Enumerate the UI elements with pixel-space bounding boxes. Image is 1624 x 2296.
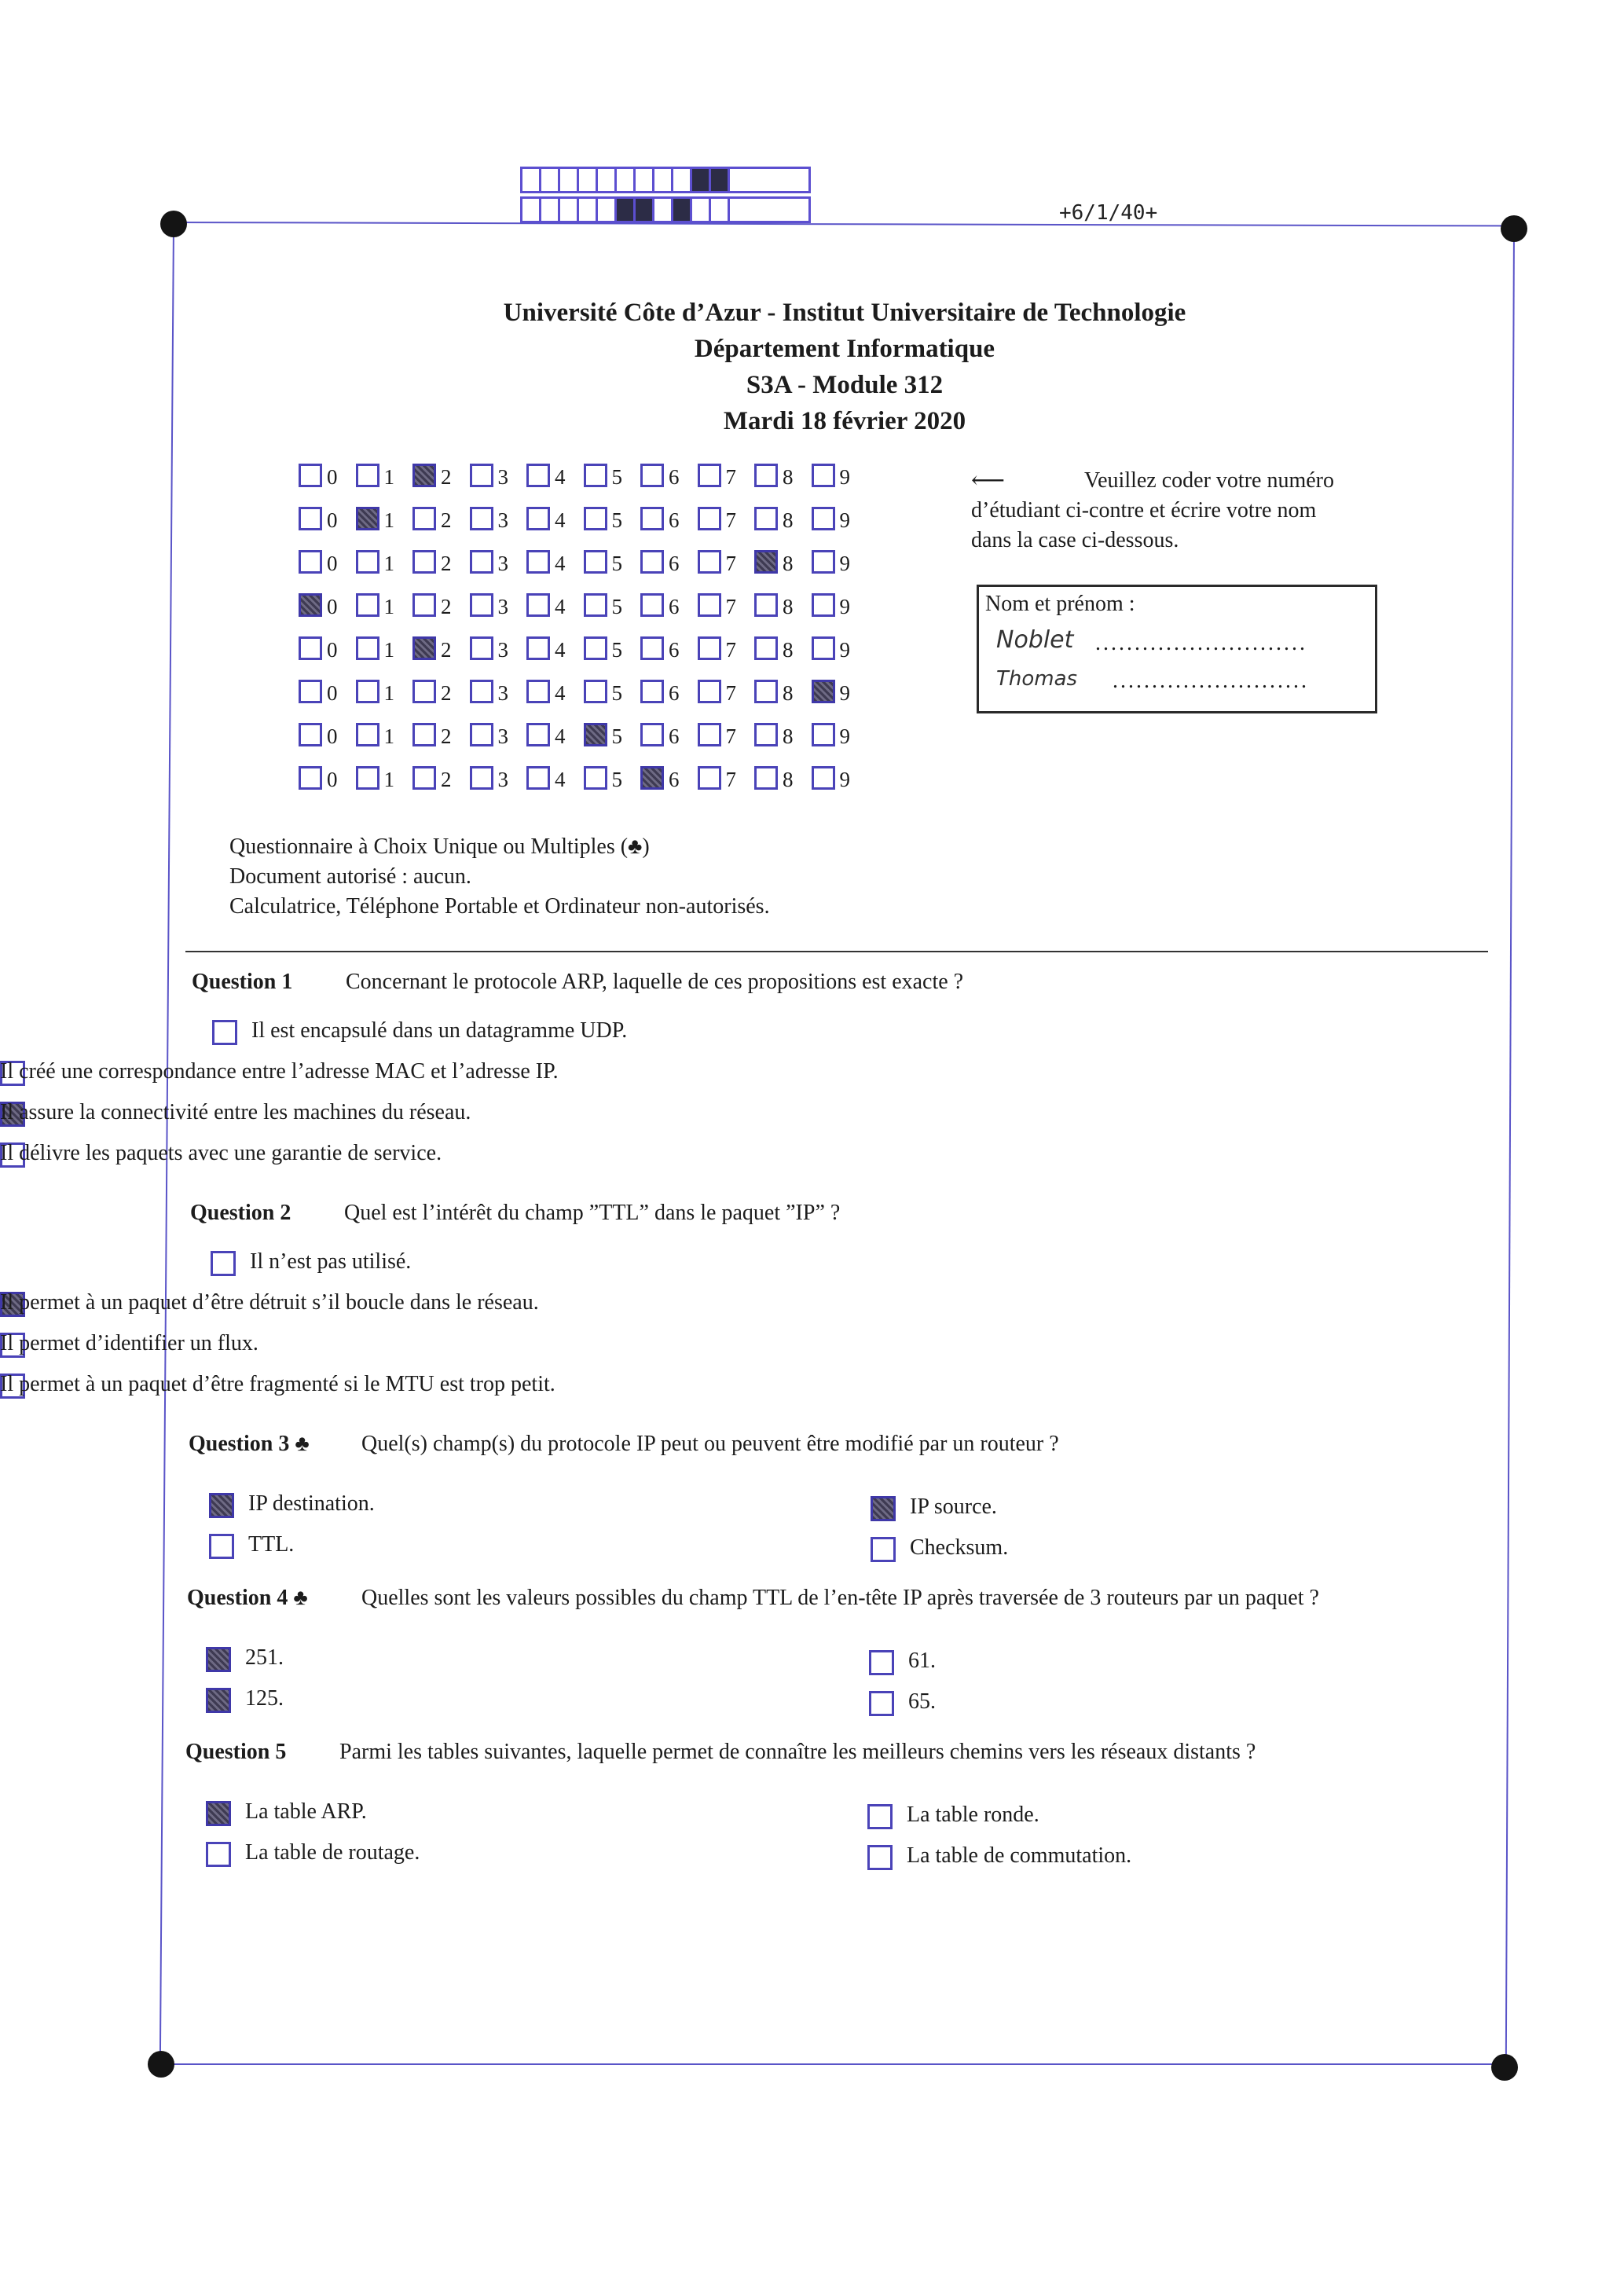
- question-3-option-1-text: IP destination.: [248, 1491, 375, 1516]
- id-digit-label: 1: [383, 508, 394, 532]
- id-digit-label: 9: [839, 595, 850, 618]
- code-bit: [654, 169, 673, 191]
- id-digit-label: 3: [497, 552, 508, 575]
- dotted-line-2: .........................: [1113, 669, 1309, 693]
- id-digit-label: 8: [783, 638, 794, 662]
- id-digit-checkbox[interactable]: [526, 636, 550, 660]
- question-3-option-3-text: IP source.: [910, 1495, 997, 1519]
- id-digit-label: 2: [441, 681, 452, 705]
- id-digit-label: 0: [327, 465, 338, 489]
- id-digit-label: 1: [383, 724, 394, 748]
- id-digit-checkbox[interactable]: [640, 723, 664, 746]
- question-2-label: Question 2: [190, 1201, 291, 1225]
- question-5-option-2-text: La table de routage.: [245, 1840, 420, 1865]
- corner-mark-top-left: [160, 211, 187, 237]
- id-digit-checkbox[interactable]: [698, 507, 721, 530]
- frame-right-line: [1505, 228, 1515, 2063]
- frame-bottom-line: [161, 2063, 1505, 2065]
- id-digit-label: 4: [555, 595, 566, 618]
- id-digit-label: 9: [839, 465, 850, 489]
- id-digit-label: 6: [669, 768, 680, 791]
- question-3-option-2-text: TTL.: [248, 1532, 295, 1557]
- id-digit-checkbox[interactable]: [356, 680, 379, 703]
- id-digit-label: 4: [555, 681, 566, 705]
- question-2-text: Quel est l’intérêt du champ ”TTL” dans le paquet ”IP” ?: [344, 1201, 841, 1225]
- id-digit-checkbox[interactable]: [412, 507, 436, 530]
- id-digit-label: 2: [441, 638, 452, 662]
- id-digit-checkbox[interactable]: [470, 723, 493, 746]
- id-digit-label: 2: [441, 465, 452, 489]
- id-digit-label: 7: [725, 552, 736, 575]
- id-digit-label: 6: [669, 508, 680, 532]
- id-digit-label: 5: [611, 681, 622, 705]
- id-digit-label: 9: [839, 638, 850, 662]
- code-bit: [579, 199, 598, 221]
- id-digit-checkbox[interactable]: [470, 550, 493, 574]
- code-bit: [598, 169, 617, 191]
- id-digit-checkbox[interactable]: [812, 636, 835, 660]
- id-digit-label: 7: [725, 681, 736, 705]
- id-digit-label: 9: [839, 552, 850, 575]
- corner-mark-top-right: [1501, 215, 1527, 242]
- id-digit-checkbox[interactable]: [640, 636, 664, 660]
- question-1-option-3-text: Il assure la connectivité entre les machines du réseau.: [0, 1100, 471, 1124]
- id-digit-label: 3: [497, 768, 508, 791]
- id-digit-label: 6: [669, 552, 680, 575]
- id-digit-label: 2: [441, 724, 452, 748]
- id-digit-label: 9: [839, 508, 850, 532]
- id-digit-checkbox[interactable]: [526, 766, 550, 790]
- question-5-option-1-checkbox[interactable]: [206, 1801, 231, 1826]
- name-box-label: Nom et prénom :: [985, 592, 1135, 616]
- code-bit: [541, 199, 560, 221]
- id-digit-label: 0: [327, 552, 338, 575]
- binary-code-strip-bottom: [520, 196, 811, 223]
- id-digit-checkbox[interactable]: [412, 550, 436, 574]
- id-digit-label: 0: [327, 508, 338, 532]
- question-5-option-3-text: La table ronde.: [907, 1803, 1039, 1827]
- question-4-option-2-checkbox[interactable]: [206, 1688, 231, 1713]
- id-digit-label: 4: [555, 508, 566, 532]
- id-digit-label: 6: [669, 465, 680, 489]
- question-5-text: Parmi les tables suivantes, laquelle permet de connaître les meilleurs chemins vers les réseaux distants ?: [339, 1740, 1256, 1764]
- id-digit-label: 6: [669, 595, 680, 618]
- id-digit-label: 8: [783, 465, 794, 489]
- handwritten-prenom: Thomas: [996, 667, 1078, 691]
- question-4-text: Quelles sont les valeurs possibles du champ TTL de l’en-tête IP après traversée de 3 routeurs par un paquet ?: [361, 1586, 1319, 1610]
- instruction-line-1: Veuillez coder votre numéro: [1084, 468, 1334, 493]
- id-digit-label: 8: [783, 508, 794, 532]
- id-digit-label: 2: [441, 552, 452, 575]
- code-bit: [541, 169, 560, 191]
- question-1-option-1-text: Il est encapsulé dans un datagramme UDP.: [251, 1018, 628, 1043]
- id-digit-checkbox[interactable]: [412, 766, 436, 790]
- question-3-option-2-checkbox[interactable]: [209, 1534, 234, 1559]
- id-digit-label: 1: [383, 552, 394, 575]
- question-3-option-4-checkbox[interactable]: [871, 1537, 896, 1562]
- id-digit-label: 4: [555, 724, 566, 748]
- id-digit-checkbox[interactable]: [754, 593, 778, 617]
- instruction-line-2: d’étudiant ci-contre et écrire votre nom: [971, 498, 1317, 523]
- id-digit-label: 4: [555, 768, 566, 791]
- code-bit: [673, 169, 692, 191]
- question-2-option-3-text: Il permet d’identifier un flux.: [0, 1331, 258, 1355]
- id-digit-checkbox[interactable]: [812, 723, 835, 746]
- question-5-option-3-checkbox[interactable]: [867, 1804, 893, 1829]
- frame-top-line: [174, 222, 1515, 226]
- id-digit-checkbox[interactable]: [412, 464, 436, 487]
- id-digit-checkbox[interactable]: [470, 507, 493, 530]
- id-digit-checkbox[interactable]: [698, 723, 721, 746]
- question-5-option-2-checkbox[interactable]: [206, 1842, 231, 1867]
- instruction-line-3: dans la case ci-dessous.: [971, 528, 1179, 552]
- code-bit: [598, 199, 617, 221]
- id-digit-checkbox[interactable]: [754, 766, 778, 790]
- id-digit-label: 5: [611, 552, 622, 575]
- id-digit-checkbox[interactable]: [299, 464, 322, 487]
- id-digit-label: 3: [497, 508, 508, 532]
- id-digit-label: 6: [669, 681, 680, 705]
- code-bit: [730, 169, 749, 191]
- id-digit-label: 0: [327, 681, 338, 705]
- binary-code-strip-top: [520, 167, 811, 193]
- question-3-text: Quel(s) champ(s) du protocole IP peut ou peuvent être modifié par un routeur ?: [361, 1432, 1059, 1456]
- id-digit-checkbox[interactable]: [640, 593, 664, 617]
- id-digit-label: 8: [783, 552, 794, 575]
- id-digit-label: 9: [839, 724, 850, 748]
- id-digit-checkbox[interactable]: [299, 680, 322, 703]
- id-digit-checkbox[interactable]: [812, 550, 835, 574]
- header-university: Université Côte d’Azur - Institut Universitaire de Technologie: [503, 299, 1186, 327]
- question-4-option-3-text: 61.: [908, 1649, 936, 1673]
- corner-mark-bottom-right: [1491, 2054, 1518, 2081]
- question-3-option-3-checkbox[interactable]: [871, 1496, 896, 1521]
- id-digit-checkbox[interactable]: [526, 464, 550, 487]
- id-digit-checkbox[interactable]: [526, 680, 550, 703]
- id-digit-label: 9: [839, 681, 850, 705]
- id-digit-label: 2: [441, 768, 452, 791]
- corner-mark-bottom-left: [148, 2051, 174, 2078]
- id-digit-checkbox[interactable]: [299, 593, 322, 617]
- code-bit: [560, 169, 579, 191]
- code-bit: [654, 199, 673, 221]
- id-digit-checkbox[interactable]: [412, 723, 436, 746]
- id-digit-checkbox[interactable]: [754, 550, 778, 574]
- id-digit-label: 7: [725, 724, 736, 748]
- id-digit-label: 1: [383, 768, 394, 791]
- id-digit-label: 2: [441, 508, 452, 532]
- id-digit-label: 8: [783, 768, 794, 791]
- id-digit-label: 3: [497, 724, 508, 748]
- rules-line-1: Questionnaire à Choix Unique ou Multiples (♣): [229, 834, 650, 859]
- id-digit-checkbox[interactable]: [412, 636, 436, 660]
- id-digit-checkbox[interactable]: [754, 464, 778, 487]
- id-digit-checkbox[interactable]: [584, 550, 607, 574]
- id-digit-label: 7: [725, 638, 736, 662]
- header-department: Département Informatique: [694, 335, 995, 363]
- id-digit-label: 4: [555, 552, 566, 575]
- question-4-label: Question 4 ♣: [187, 1586, 308, 1610]
- id-digit-checkbox[interactable]: [584, 723, 607, 746]
- id-digit-checkbox[interactable]: [584, 680, 607, 703]
- id-digit-checkbox[interactable]: [526, 593, 550, 617]
- code-bit: [692, 169, 711, 191]
- id-digit-checkbox[interactable]: [470, 464, 493, 487]
- dotted-line-1: ...........................: [1095, 631, 1307, 655]
- id-digit-checkbox[interactable]: [356, 550, 379, 574]
- id-digit-checkbox[interactable]: [640, 766, 664, 790]
- question-1-label: Question 1: [192, 970, 293, 994]
- question-5-option-1-text: La table ARP.: [245, 1799, 367, 1824]
- code-bit: [636, 169, 654, 191]
- id-digit-label: 1: [383, 465, 394, 489]
- id-digit-label: 5: [611, 595, 622, 618]
- code-bit: [617, 199, 636, 221]
- id-digit-checkbox[interactable]: [584, 593, 607, 617]
- id-digit-label: 1: [383, 681, 394, 705]
- id-digit-checkbox[interactable]: [526, 723, 550, 746]
- id-digit-checkbox[interactable]: [526, 550, 550, 574]
- question-4-option-4-text: 65.: [908, 1689, 936, 1714]
- rules-line-3: Calculatrice, Téléphone Portable et Ordinateur non-autorisés.: [229, 894, 770, 919]
- id-digit-checkbox[interactable]: [812, 464, 835, 487]
- id-digit-checkbox[interactable]: [584, 766, 607, 790]
- id-digit-checkbox[interactable]: [812, 507, 835, 530]
- id-digit-checkbox[interactable]: [698, 550, 721, 574]
- id-digit-checkbox[interactable]: [698, 636, 721, 660]
- id-digit-checkbox[interactable]: [584, 507, 607, 530]
- id-digit-checkbox[interactable]: [812, 766, 835, 790]
- code-bit: [579, 169, 598, 191]
- question-3-option-4-text: Checksum.: [910, 1535, 1009, 1560]
- id-digit-label: 3: [497, 465, 508, 489]
- id-digit-checkbox[interactable]: [754, 723, 778, 746]
- id-digit-checkbox[interactable]: [356, 723, 379, 746]
- id-digit-checkbox[interactable]: [812, 593, 835, 617]
- id-digit-label: 0: [327, 768, 338, 791]
- id-digit-label: 5: [611, 638, 622, 662]
- id-digit-label: 5: [611, 508, 622, 532]
- code-bit: [522, 199, 541, 221]
- question-3-option-1-checkbox[interactable]: [209, 1493, 234, 1518]
- id-digit-label: 2: [441, 595, 452, 618]
- id-digit-label: 1: [383, 595, 394, 618]
- section-divider: [185, 951, 1488, 952]
- id-digit-checkbox[interactable]: [412, 593, 436, 617]
- code-bit: [522, 169, 541, 191]
- code-bit: [730, 199, 749, 221]
- id-digit-checkbox[interactable]: [412, 680, 436, 703]
- header-module: S3A - Module 312: [746, 371, 944, 399]
- question-2-option-2-text: Il permet à un paquet d’être détruit s’il boucle dans le réseau.: [0, 1290, 539, 1315]
- id-digit-label: 8: [783, 595, 794, 618]
- id-digit-label: 3: [497, 595, 508, 618]
- id-digit-checkbox[interactable]: [754, 507, 778, 530]
- id-digit-checkbox[interactable]: [299, 636, 322, 660]
- id-digit-label: 3: [497, 681, 508, 705]
- id-digit-label: 5: [611, 768, 622, 791]
- id-digit-label: 0: [327, 724, 338, 748]
- code-bit: [711, 169, 730, 191]
- id-digit-checkbox[interactable]: [356, 593, 379, 617]
- id-digit-label: 8: [783, 724, 794, 748]
- id-digit-checkbox[interactable]: [640, 550, 664, 574]
- id-digit-checkbox[interactable]: [698, 464, 721, 487]
- id-digit-checkbox[interactable]: [356, 766, 379, 790]
- question-1-option-4-text: Il délivre les paquets avec une garantie de service.: [0, 1141, 442, 1165]
- id-digit-label: 0: [327, 595, 338, 618]
- id-digit-checkbox[interactable]: [698, 766, 721, 790]
- id-digit-label: 7: [725, 595, 736, 618]
- rules-line-2: Document autorisé : aucun.: [229, 864, 471, 889]
- id-digit-label: 5: [611, 724, 622, 748]
- id-digit-checkbox[interactable]: [640, 680, 664, 703]
- code-bit: [673, 199, 692, 221]
- name-box[interactable]: [977, 585, 1377, 713]
- question-2-option-4-text: Il permet à un paquet d’être fragmenté si le MTU est trop petit.: [0, 1372, 555, 1396]
- id-digit-label: 6: [669, 724, 680, 748]
- question-5-option-4-text: La table de commutation.: [907, 1843, 1132, 1868]
- handwritten-nom: Noblet: [996, 626, 1074, 654]
- id-digit-checkbox[interactable]: [584, 464, 607, 487]
- id-digit-label: 7: [725, 508, 736, 532]
- code-bit: [617, 169, 636, 191]
- id-digit-checkbox[interactable]: [812, 680, 835, 703]
- id-digit-label: 7: [725, 465, 736, 489]
- question-4-option-1-checkbox[interactable]: [206, 1647, 231, 1672]
- id-digit-checkbox[interactable]: [584, 636, 607, 660]
- id-digit-checkbox[interactable]: [356, 507, 379, 530]
- code-bit: [636, 199, 654, 221]
- code-bit: [692, 199, 711, 221]
- id-digit-checkbox[interactable]: [299, 550, 322, 574]
- question-5-label: Question 5: [185, 1740, 287, 1764]
- id-digit-checkbox[interactable]: [299, 723, 322, 746]
- question-4-option-2-text: 125.: [245, 1686, 284, 1711]
- question-1-text: Concernant le protocole ARP, laquelle de ces propositions est exacte ?: [346, 970, 964, 994]
- id-digit-checkbox[interactable]: [470, 766, 493, 790]
- question-1-option-2-text: Il créé une correspondance entre l’adresse MAC et l’adresse IP.: [0, 1059, 559, 1084]
- id-digit-label: 4: [555, 638, 566, 662]
- id-digit-checkbox[interactable]: [299, 507, 322, 530]
- question-4-option-3-checkbox[interactable]: [869, 1650, 894, 1675]
- id-digit-checkbox[interactable]: [470, 636, 493, 660]
- header-date: Mardi 18 février 2020: [723, 407, 966, 435]
- page-code: +6/1/40+: [1059, 201, 1158, 225]
- id-digit-checkbox[interactable]: [526, 507, 550, 530]
- question-2-option-1-text: Il n’est pas utilisé.: [250, 1249, 412, 1274]
- id-digit-checkbox[interactable]: [299, 766, 322, 790]
- question-2-option-1-checkbox[interactable]: [211, 1251, 236, 1276]
- code-bit: [560, 199, 579, 221]
- id-digit-checkbox[interactable]: [470, 593, 493, 617]
- question-4-option-1-text: 251.: [245, 1645, 284, 1670]
- id-digit-label: 5: [611, 465, 622, 489]
- question-5-option-4-checkbox[interactable]: [867, 1845, 893, 1870]
- question-3-label: Question 3 ♣: [189, 1432, 310, 1456]
- question-4-option-4-checkbox[interactable]: [869, 1691, 894, 1716]
- question-1-option-1-checkbox[interactable]: [212, 1020, 237, 1045]
- id-digit-label: 6: [669, 638, 680, 662]
- id-digit-checkbox[interactable]: [640, 464, 664, 487]
- id-digit-label: 8: [783, 681, 794, 705]
- code-bit: [711, 199, 730, 221]
- id-digit-label: 9: [839, 768, 850, 791]
- id-digit-label: 3: [497, 638, 508, 662]
- id-digit-checkbox[interactable]: [356, 464, 379, 487]
- id-digit-checkbox[interactable]: [640, 507, 664, 530]
- id-digit-checkbox[interactable]: [356, 636, 379, 660]
- id-digit-checkbox[interactable]: [698, 680, 721, 703]
- id-digit-checkbox[interactable]: [754, 636, 778, 660]
- id-digit-label: 0: [327, 638, 338, 662]
- instruction-arrow: ⟵: [971, 468, 1006, 493]
- id-digit-checkbox[interactable]: [754, 680, 778, 703]
- id-digit-label: 1: [383, 638, 394, 662]
- id-digit-label: 4: [555, 465, 566, 489]
- id-digit-checkbox[interactable]: [470, 680, 493, 703]
- id-digit-label: 7: [725, 768, 736, 791]
- id-digit-checkbox[interactable]: [698, 593, 721, 617]
